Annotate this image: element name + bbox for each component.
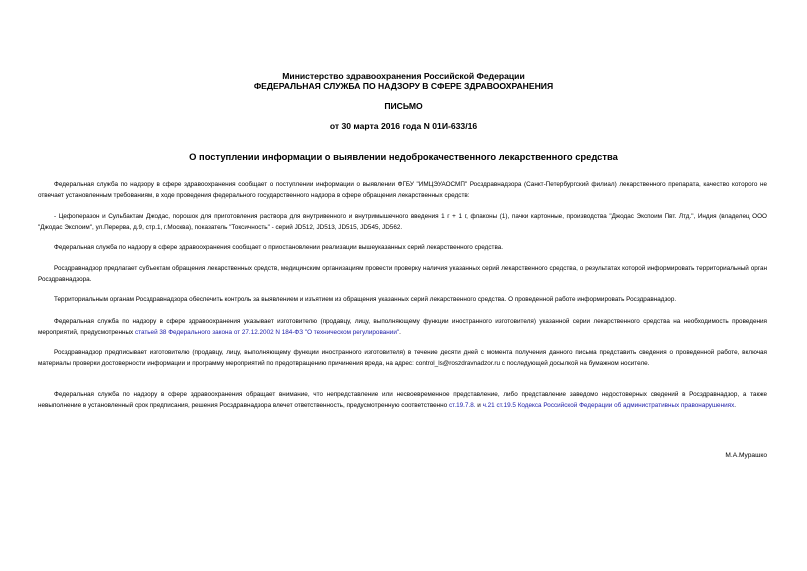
paragraph-suspension-notice: Федеральная служба по надзору в сфере здравоохранения сообщает о приостановлении реализации вышеуказанных серий лекарственного средства.: [54, 244, 504, 251]
code-article-link[interactable]: ч.21 ст.19.5 Кодекса Российской Федерации об административных правонарушениях: [482, 401, 735, 409]
document-subject: О поступлении информации о выявлении недоброкачественного лекарственного средства: [189, 151, 618, 162]
document-type: ПИСЬМО: [384, 101, 423, 111]
paragraph-text: и: [475, 401, 483, 409]
paragraph-text: Федеральная служба по надзору в сфере здравоохранения указывает изготовителю (продавцу, лицу, выполняющему функции иностранного изготовителя) указанной серии лекарственного средства на необходимость проведения мероприятий, предусмотренных: [38, 318, 767, 336]
service-name: ФЕДЕРАЛЬНАЯ СЛУЖБА ПО НАДЗОРУ В СФЕРЕ ЗДРАВООХРАНЕНИЯ: [253, 81, 554, 91]
paragraph-text: Федеральная служба по надзору в сфере здравоохранения обращает внимание, что непредставление или несвоевременное представление, либо представление заведомо недостоверных сведений в Росздравнадзор, а также невыполнение в установленный срок предписания, решения Росздравнадзора влечет ответственность, предусмотренную соответственно: [38, 391, 767, 409]
law-article-link[interactable]: статьей 38 Федерального закона от 27.12.2002 N 184-ФЗ "О техническом регулировании": [134, 328, 400, 336]
signature: М.А.Мурашко: [725, 452, 767, 459]
paragraph-drug-details: - Цефоперазон и Сульбактам Джодас, порошок для приготовления раствора для внутривенного и внутримышечного введения 1 г + 1 г, флаконы (1), пачки картонные, производства "Джодас Экспоим Пвт. Лтд.", Индия (владелец ООО "Джодас Экспоим", ул.Перерва, д.9, стр.1, г.Москва), показатель "Токсичность" - серий JD512, JD513, JD515, JD545, JD562.: [38, 213, 767, 231]
document-date-number: от 30 марта 2016 года N 01И-633/16: [329, 121, 478, 131]
paragraph-text: .: [399, 328, 401, 336]
paragraph-detection-notice: Федеральная служба по надзору в сфере здравоохранения сообщает о поступлении информации о выявлении ФГБУ "ИМЦЭУАОСМП" Росздравнадзора (Санкт-Петербургский филиал) лекарственного препарата, качество которого не отвечает установленным требованиям, в ходе проведения федерального государственного надзора в сфере обращения лекарственных средств:: [38, 181, 767, 199]
paragraph-manufacturer-measures: [38, 317, 767, 338]
paragraph-check-request: Росздравнадзор предлагает субъектам обращения лекарственных средств, медицинским организациям провести проверку наличия указанных серий лекарственного средства, о результатах которой информировать территориальный орган Росздравнадзора.: [38, 265, 767, 283]
code-article-link[interactable]: ст.19.7.8.: [448, 401, 476, 409]
paragraph-report-requirement: Росздравнадзор предписывает изготовителю (продавцу, лицу, выполняющему функции иностранного изготовителя) в течение десяти дней с момента получения данного письма представить сведения о проведенной работе, включая материалы проверки достоверности информации и программу мероприятий по предотвращению причинения вреда, на адрес: control_ls@roszdravnadzor.ru с последующей досылкой на бумажном носителе.: [38, 349, 767, 367]
paragraph-text: .: [734, 401, 737, 409]
paragraph-liability-notice: [38, 390, 767, 411]
ministry-name: Министерство здравоохранения Российской Федерации: [282, 71, 525, 81]
paragraph-territorial-control: Территориальным органам Росздравнадзора обеспечить контроль за выявлением и изъятием из обращения указанных серий лекарственного средства. О проведенной работе информировать Росздравнадзор.: [54, 296, 677, 303]
